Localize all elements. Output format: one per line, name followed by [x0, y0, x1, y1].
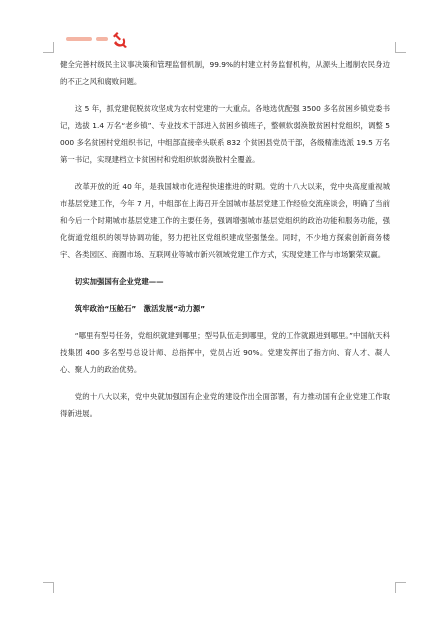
paragraph: “哪里有型号任务，党组织就建到哪里；型号队伍走到哪里，党的工作就跟进到哪里。”中国航天科技集团 400 多名型号总设计师、总指挥中，党员占近 90%。党建发挥出了指方向、育人才、凝人心、聚人力的政治优势。 — [60, 331, 390, 374]
section-subheading: 筑牢政治“压舱石” 激活发展“动力源” — [74, 304, 206, 313]
party-emblem-icon — [110, 30, 130, 50]
crop-mark — [43, 42, 54, 53]
paragraph: 改革开放的近 40 年，是我国城市化进程快速推进的时期。党的十八大以来，党中央高度重视城市基层党建工作，今年 7 月，中组部在上海召开全国城市基层党建工作经验交流座谈会，明确了当前和今后一个时期城市基层党建工作的主要任务，强调增强城市基层党组织的政治功能和服务功能，强化街道党组织的领导协调功能，努力把社区党组织建成坚强堡垒。同时，不少地方探索创新商务楼宇、各类园区、商圈市场、互联网业等城市新兴领域党建工作方式，实现党建工作与市场繁荣双赢。 — [60, 182, 390, 259]
crop-mark — [395, 42, 406, 53]
paragraph: 这 5 年，抓党建促脱贫攻坚成为农村党建的一大重点。各地选优配强 3500 多名贫困乡镇党委书记，选拔 1.4 万名“老乡镇”、专业技术干部进入贫困乡镇班子，整顿软弱涣散贫困村党组织，调整 5000 多名贫困村党组织书记，中组部直接牵头联系 832 个贫困县党员干部，各级精准选派 19.5 万名第一书记，实现建档立卡贫困村和党组织软弱涣散村全覆盖。 — [60, 104, 390, 164]
paragraph: 党的十八大以来，党中央就加强国有企业党的建设作出全面部署，有力推动国有企业党建工作取得新进展。 — [60, 392, 390, 418]
crop-mark — [395, 582, 406, 593]
page-header — [66, 30, 386, 50]
header-accent-bar — [66, 37, 92, 41]
paragraph: 健全完善村级民主议事决策和管理监督机制，99.9%的村建立村务监督机构，从源头上遏制农民身边的不正之风和腐败问题。 — [60, 60, 390, 86]
section-heading: 切实加强国有企业党建—— — [74, 277, 164, 286]
document-body — [60, 56, 390, 432]
crop-mark — [43, 582, 54, 593]
header-accent-bar — [96, 37, 108, 41]
